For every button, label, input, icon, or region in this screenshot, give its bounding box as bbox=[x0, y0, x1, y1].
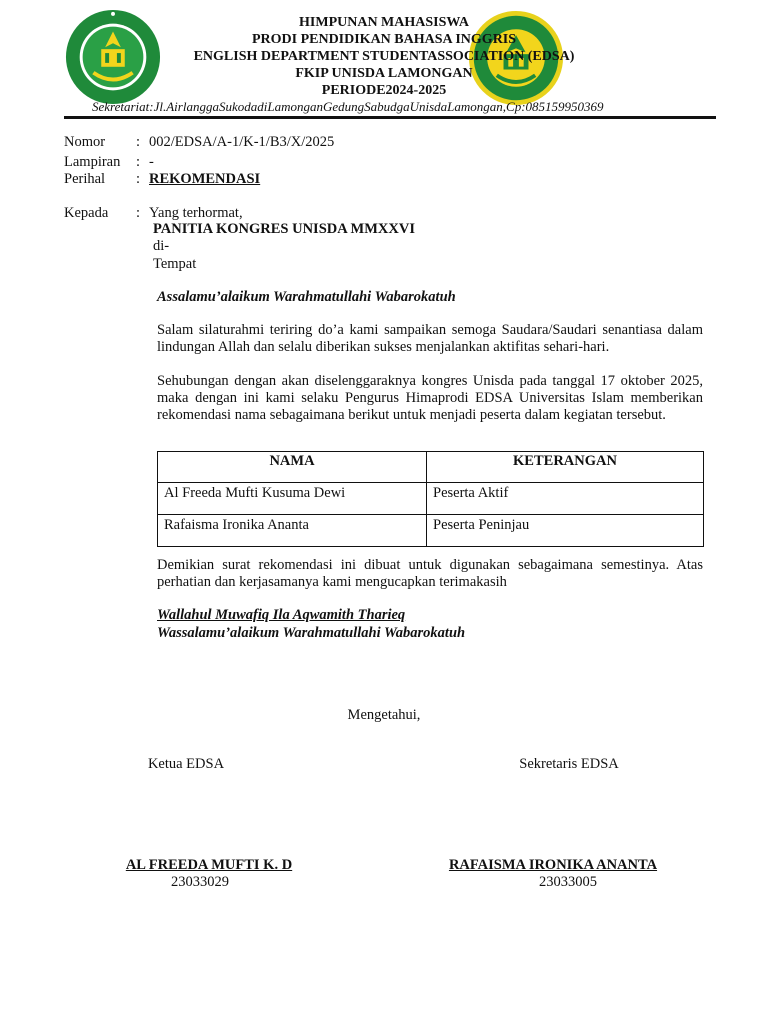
table-row bbox=[158, 515, 704, 547]
table-header-row bbox=[158, 452, 704, 483]
perihal-value: REKOMENDASI bbox=[149, 171, 261, 187]
right-signatory-name: RAFAISMA IRONIKA ANANTA bbox=[448, 857, 658, 873]
right-signatory-id: 23033005 bbox=[539, 874, 597, 890]
right-signatory-title: Sekretaris EDSA bbox=[519, 756, 619, 772]
table-cell-status: Peserta Peninjau bbox=[427, 515, 704, 547]
lampiran-label: Lampiran bbox=[64, 154, 121, 170]
opening-greeting: Assalamu’alaikum Warahmatullahi Wabarokatuh bbox=[157, 289, 456, 305]
header-line-2: PRODI PENDIDIKAN BAHASA INGGRIS bbox=[251, 32, 517, 47]
header-line-5: PERIODE2024-2025 bbox=[321, 83, 447, 98]
header-line-3: ENGLISH DEPARTMENT STUDENTASSOCIATION (EDSA) bbox=[193, 49, 575, 64]
kepada-label: Kepada bbox=[64, 205, 109, 221]
kepada-colon: : bbox=[136, 205, 141, 221]
table-row bbox=[158, 483, 704, 515]
table-header-keterangan: KETERANGAN bbox=[427, 452, 704, 483]
perihal-colon: : bbox=[136, 171, 141, 187]
header-divider bbox=[64, 116, 716, 119]
header-line-4: FKIP UNISDA LAMONGAN bbox=[295, 66, 473, 81]
table-cell-status: Peserta Aktif bbox=[427, 483, 704, 515]
header-line-1: HIMPUNAN MAHASISWA bbox=[299, 15, 469, 30]
left-signatory-name: AL FREEDA MUFTI K. D bbox=[125, 857, 293, 873]
header-address: Sekretariat:Jl.AirlanggaSukodadiLamonganGedungSabudgaUnisdaLamongan,Cp:085159950369 bbox=[92, 99, 604, 114]
closing-prayer: Wallahul Muwafiq Ila Aqwamith Tharieq bbox=[157, 607, 406, 623]
perihal-label: Perihal bbox=[64, 171, 106, 187]
left-signatory-title: Ketua EDSA bbox=[147, 756, 225, 772]
nomor-value: 002/EDSA/A-1/K-1/B3/X/2025 bbox=[149, 134, 335, 150]
lampiran-value: - bbox=[149, 154, 154, 170]
recipient-di: di- bbox=[153, 238, 170, 254]
closing-paragraph: Demikian surat rekomendasi ini dibuat untuk digunakan sebagaimana semestinya. Atas perhatian dan kerjasamanya kami mengucapkan terimakasih bbox=[157, 557, 703, 590]
table-cell-name: Rafaisma Ironika Ananta bbox=[158, 515, 427, 547]
lampiran-colon: : bbox=[136, 154, 141, 170]
recipient-salutation: Yang terhormat, bbox=[149, 205, 243, 221]
table-header-nama: NAMA bbox=[158, 452, 427, 483]
recipient-name: PANITIA KONGRES UNISDA MMXXVI bbox=[153, 221, 415, 237]
paragraph-2: Sehubungan dengan akan diselenggaraknya kongres Unisda pada tanggal 17 oktober 2025, maka dengan ini kami selaku Pengurus Himaprodi EDSA Universitas Islam memberikan rekomendasi nama sebagaimana berikut untuk menjadi peserta dalam kegiatan tersebut. bbox=[157, 373, 703, 423]
recipient-place: Tempat bbox=[153, 256, 197, 272]
nomor-colon: : bbox=[136, 134, 141, 150]
paragraph-1: Salam silaturahmi teriring do’a kami sampaikan semoga Saudara/Saudari senantiasa dalam lindungan Allah dan selalu diberikan sukses menjalankan aktifitas sehari-hari. bbox=[157, 322, 703, 355]
table-cell-name: Al Freeda Mufti Kusuma Dewi bbox=[158, 483, 427, 515]
closing-greeting: Wassalamu’alaikum Warahmatullahi Wabarokatuh bbox=[157, 625, 466, 641]
acknowledged-label: Mengetahui, bbox=[347, 707, 421, 723]
nomor-label: Nomor bbox=[64, 134, 106, 150]
left-signatory-id: 23033029 bbox=[171, 874, 229, 890]
recommendation-table bbox=[157, 451, 704, 547]
